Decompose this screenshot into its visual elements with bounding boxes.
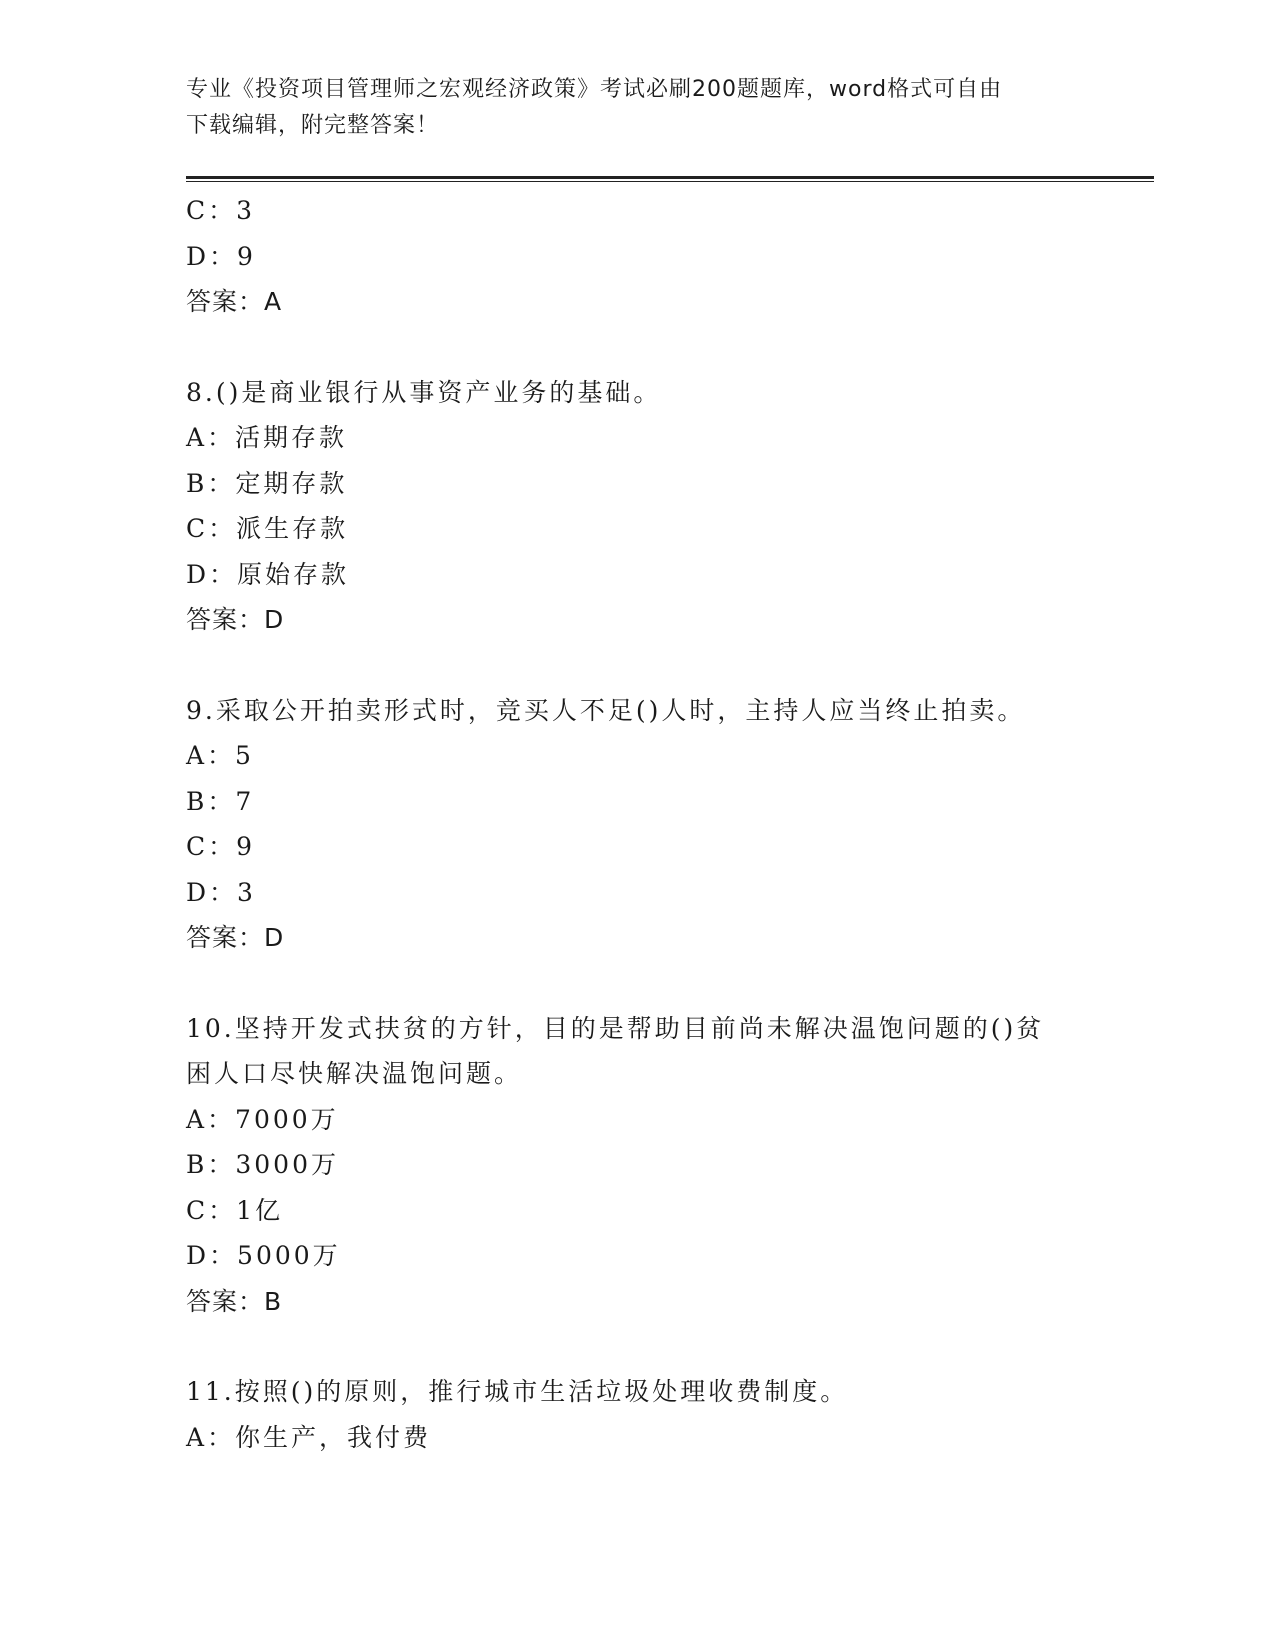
option-b: B：定期存款 — [186, 468, 348, 498]
header-rule-thick — [186, 176, 1154, 179]
option-a: A：你生产，我付费 — [186, 1422, 432, 1452]
option-d: D：5000万 — [186, 1241, 341, 1270]
option-d: D：原始存款 — [186, 559, 350, 589]
answer-line: 答案：B — [186, 1286, 283, 1316]
question-stem: 8.()是商业银行从事资产业务的基础。 — [186, 377, 662, 407]
question-8 — [186, 370, 1136, 643]
question-9 — [186, 688, 1136, 961]
option-c: C：1亿 — [186, 1195, 284, 1225]
question-stem-line-2: 困人口尽快解决温饱问题。 — [186, 1059, 523, 1088]
header-line-2: 下载编辑，附完整答案！ — [186, 113, 440, 138]
option-d: D：9 — [186, 241, 256, 271]
question-content — [186, 188, 1136, 1460]
answer-line: 答案：D — [186, 923, 285, 952]
carryover-block — [186, 188, 1136, 325]
question-stem-line-1: 10.坚持开发式扶贫的方针，目的是帮助目前尚未解决温饱问题的()贫 — [186, 1013, 1045, 1043]
option-a: A：活期存款 — [186, 423, 348, 452]
option-c: C：9 — [186, 832, 256, 861]
answer-line: 答案：D — [186, 605, 285, 634]
header-rule-thin — [186, 181, 1154, 182]
question-stem: 11.按照()的原则，推行城市生活垃圾处理收费制度。 — [186, 1377, 849, 1406]
option-b: B：7 — [186, 786, 255, 816]
header-line-1: 专业《投资项目管理师之宏观经济政策》考试必刷200题题库，word格式可自由 — [186, 77, 1003, 102]
option-d: D：3 — [186, 877, 256, 907]
option-a: A：7000万 — [186, 1104, 339, 1134]
question-10 — [186, 1006, 1136, 1325]
option-a: A：5 — [186, 741, 254, 770]
document-header — [186, 72, 1086, 144]
question-11 — [186, 1369, 1136, 1460]
option-c: C：派生存款 — [186, 514, 349, 543]
option-c: C：3 — [186, 196, 256, 225]
answer-line: 答案：A — [186, 287, 283, 316]
option-b: B：3000万 — [186, 1150, 339, 1179]
question-stem: 9.采取公开拍卖形式时，竞买人不足()人时，主持人应当终止拍卖。 — [186, 695, 1026, 725]
